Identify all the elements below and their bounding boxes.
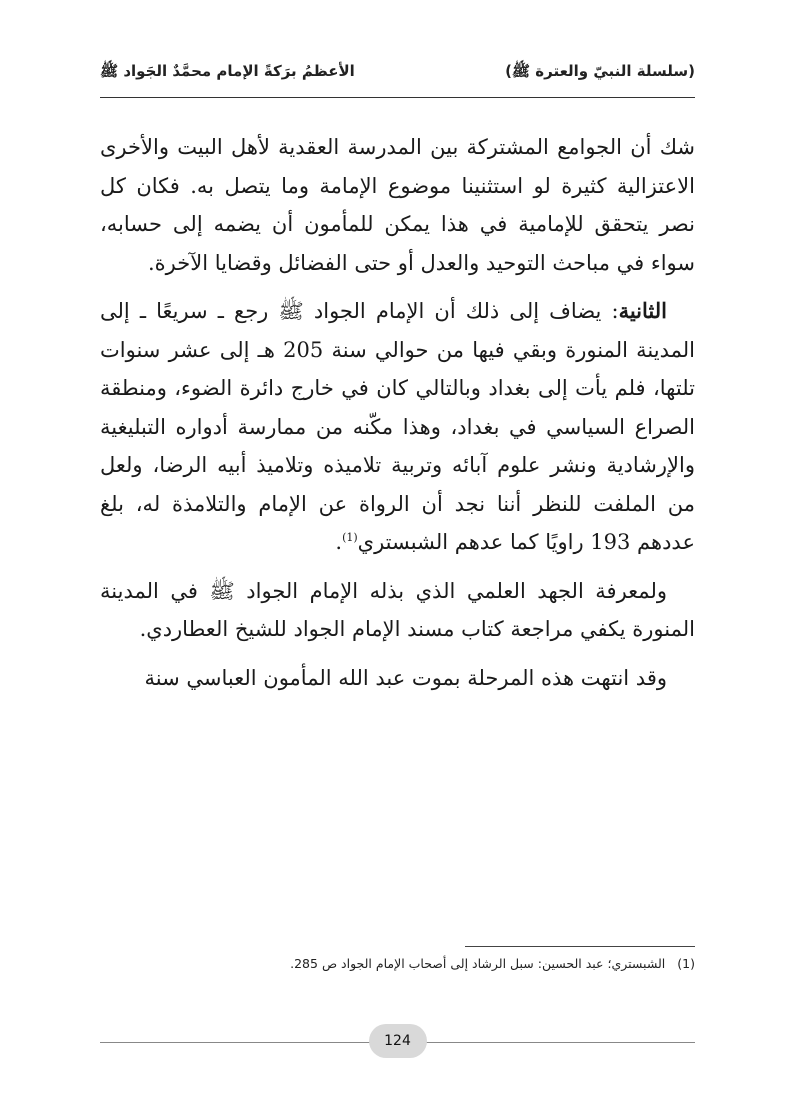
footnote-divider: [465, 946, 695, 947]
footnote-number: (1): [677, 956, 695, 971]
paragraph-2: [100, 292, 695, 562]
page-footer: [100, 1020, 695, 1064]
paragraph-3: ولمعرفة الجهد العلمي الذي بذله الإمام الجواد ﷺ في المدينة المنورة يكفي مراجعة كتاب مسند الإمام الجواد للشيخ العطاردي.: [100, 578, 695, 641]
body-text: [100, 128, 695, 707]
paragraph-1: شك أن الجوامع المشتركة بين المدرسة العقدية لأهل البيت والأخرى الاعتزالية كثيرة لو استثنينا موضوع الإمامة وما يتصل به. فكان كل نصر يتحقق للإمامية في هذا يمكن للمأمون أن يضمه إلى حسابه، سواء في مباحث التوحيد والعدل أو حتى الفضائل وقضايا الآخرة.: [100, 135, 695, 275]
paragraph-2-text: : يضاف إلى ذلك أن الإمام الجواد ﷺ رجع ـ سريعًا ـ إلى المدينة المنورة وبقي فيها من حوالي سنة 205 هـ إلى عشر سنوات تلتها، فلم يأت إلى بغداد وبالتالي كان في خارج دائرة الضوء، ومنطقة الصراع السياسي في بغداد، وهذا مكّنه من ممارسة أدواره التبليغية والإرشادية ونشر علوم آبائه وتربية تلاميذه وتلاميذ أبيه الرضا، ولعل من الملفت للنظر أننا نجد أن الرواة عن الإمام والتلامذة له، بلغ عددهم 193 راويًا كما عدهم الشبستري: [100, 299, 696, 554]
running-header: [100, 62, 695, 84]
paragraph-2-label: الثانية: [618, 298, 667, 323]
series-title: (سلسلة النبيّ والعترة ﷺ): [505, 62, 695, 80]
paragraph-2-end: .: [335, 530, 343, 554]
footnote: [100, 956, 695, 971]
paragraph-4: وقد انتهت هذه المرحلة بموت عبد الله المأمون العباسي سنة: [144, 665, 667, 690]
page-number: 124: [369, 1024, 427, 1058]
footnote-reference[interactable]: (1): [342, 531, 358, 544]
header-divider: [100, 97, 695, 98]
book-title: الأعظمُ برَكةً الإمام محمَّدٌ الجَواد ﷺ: [100, 62, 355, 80]
footnote-text: الشبستري؛ عبد الحسين: سبل الرشاد إلى أصحاب الإمام الجواد ص 285.: [290, 956, 666, 971]
